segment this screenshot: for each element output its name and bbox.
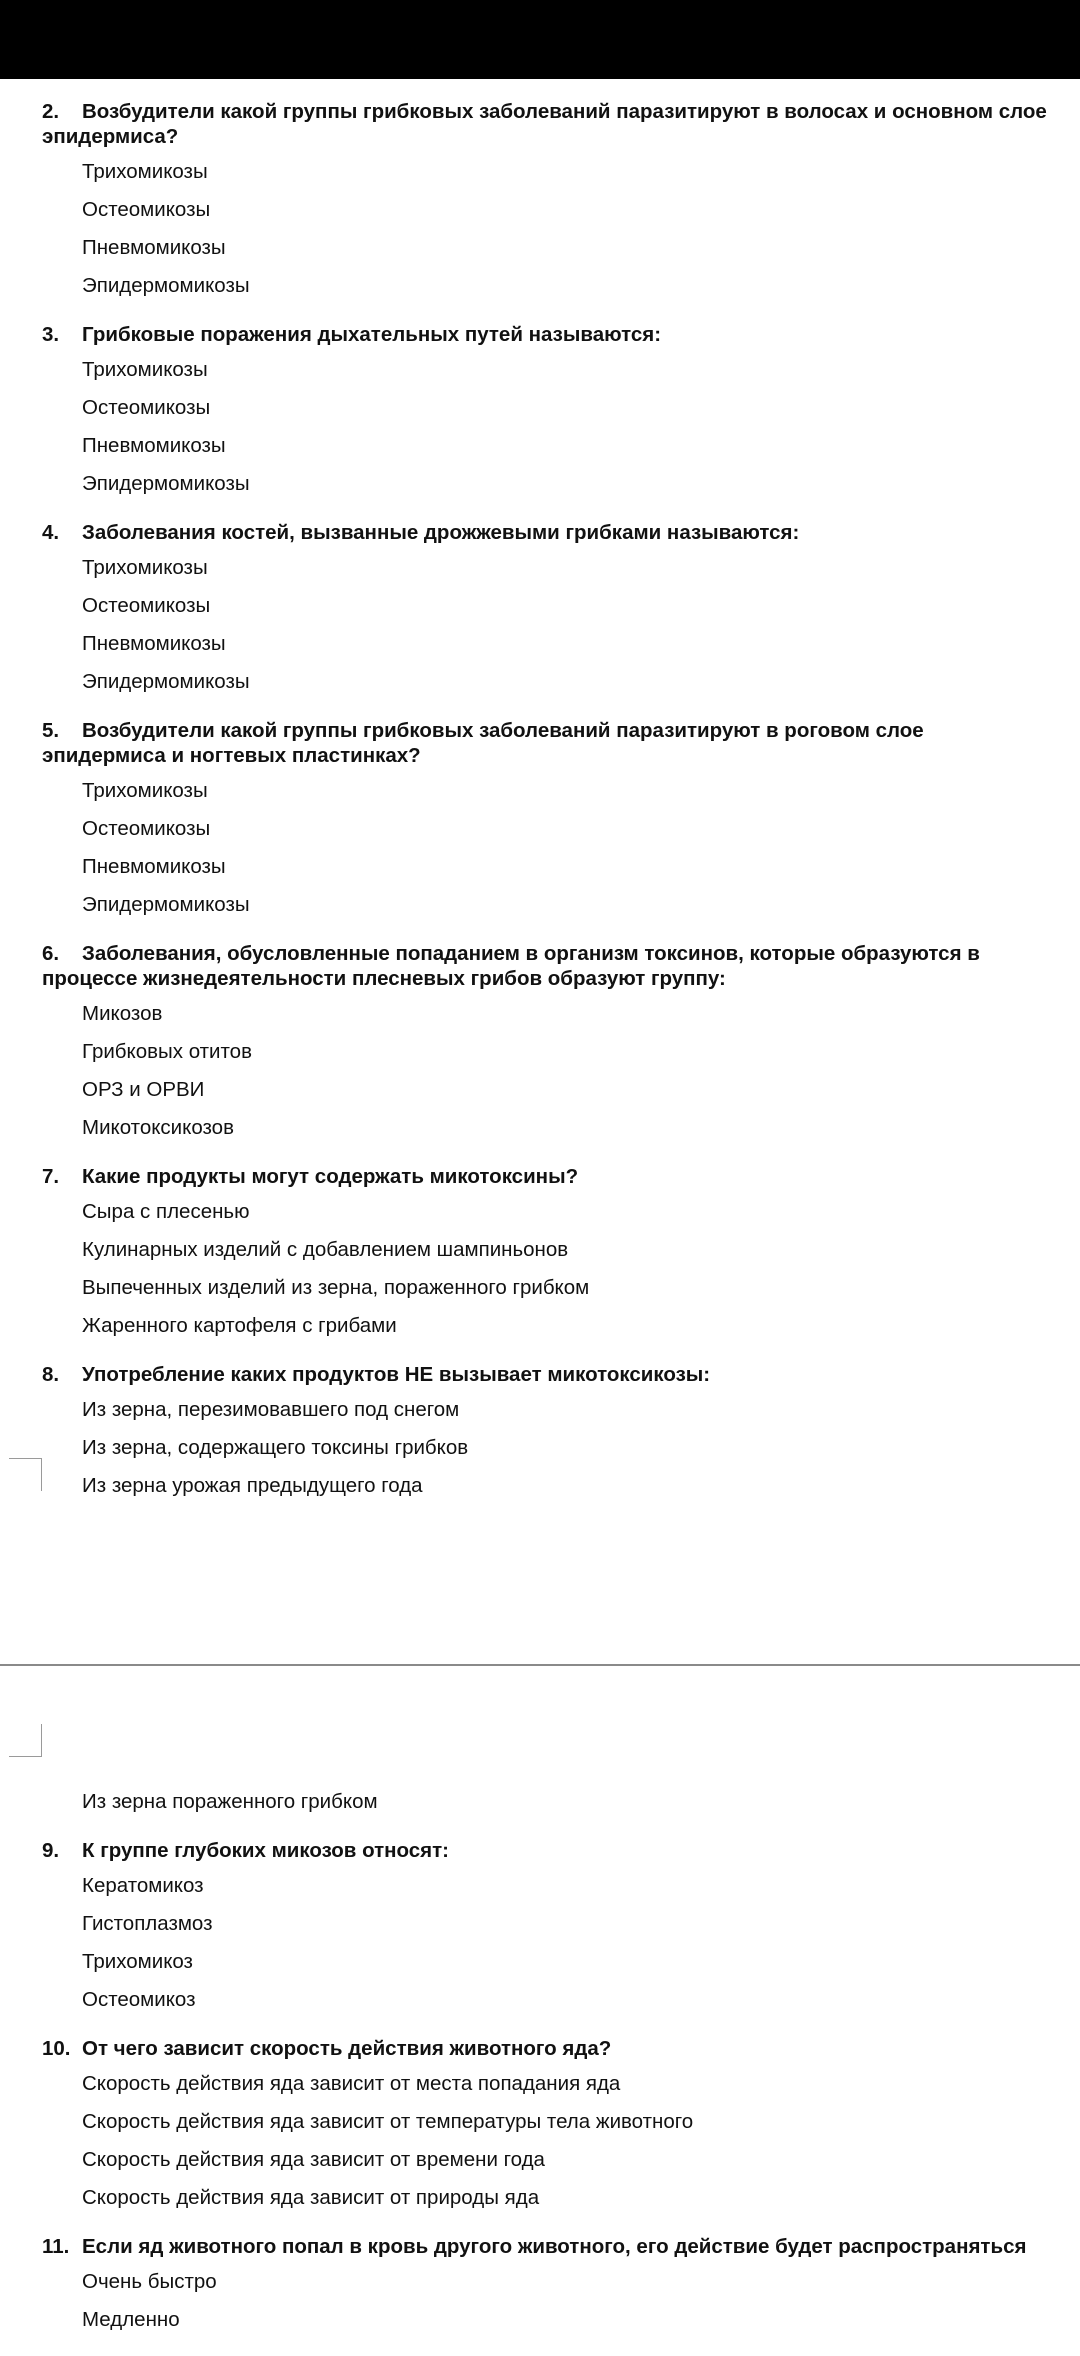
page-1-content bbox=[42, 99, 1052, 1522]
question-number: 10. bbox=[42, 2037, 71, 2060]
answer-option[interactable]: Трихомикозы bbox=[82, 779, 208, 802]
question-block-2 bbox=[42, 99, 1052, 298]
answer-option[interactable]: Пневмомикозы bbox=[82, 236, 226, 259]
question-block-11 bbox=[42, 2234, 1052, 2332]
answer-option[interactable]: Медленно bbox=[82, 2308, 180, 2331]
question-text bbox=[42, 1362, 1052, 1387]
question-text bbox=[42, 1164, 1052, 1189]
question-label: Какие продукты могут содержать микотоксины? bbox=[82, 1165, 579, 1188]
answer-option[interactable]: Трихомикозы bbox=[82, 358, 208, 381]
answer-option[interactable]: Скорость действия яда зависит от времени года bbox=[82, 2148, 545, 2171]
answer-option[interactable]: Трихомикозы bbox=[82, 160, 208, 183]
answer-option[interactable]: Остеомикоз bbox=[82, 1988, 196, 2011]
answer-option[interactable]: Остеомикозы bbox=[82, 198, 211, 221]
page-corner-mark bbox=[9, 1458, 42, 1491]
question-label: Заболевания, обусловленные попаданием в организм токсинов, которые образуются в процессе жизнедеятельности плесневых грибов образуют группу: bbox=[42, 942, 980, 990]
answer-option[interactable]: Остеомикозы bbox=[82, 594, 211, 617]
question-number: 2. bbox=[42, 100, 60, 123]
question-label: Возбудители какой группы грибковых заболеваний паразитируют в волосах и основном слое эпидермиса? bbox=[42, 100, 1047, 148]
answer-option[interactable]: Сыра с плесенью bbox=[82, 1200, 250, 1223]
question-block-3 bbox=[42, 322, 1052, 496]
question-block-7 bbox=[42, 1164, 1052, 1338]
answer-option[interactable]: Трихомикоз bbox=[82, 1950, 193, 1973]
question-text bbox=[42, 99, 1052, 149]
answer-option[interactable]: Эпидермомикозы bbox=[82, 893, 250, 916]
question-number: 3. bbox=[42, 323, 60, 346]
question-label: Употребление каких продуктов НЕ вызывает микотоксикозы: bbox=[82, 1363, 711, 1386]
question-block-6 bbox=[42, 941, 1052, 1140]
answer-option[interactable]: Микотоксикозов bbox=[82, 1116, 234, 1139]
answer-option[interactable]: Остеомикозы bbox=[82, 817, 211, 840]
answer-option[interactable]: Скорость действия яда зависит от температуры тела животного bbox=[82, 2110, 694, 2133]
answer-option[interactable]: Микозов bbox=[82, 1002, 163, 1025]
question-block-8-continued bbox=[42, 1789, 1052, 1814]
page-break-divider bbox=[0, 1664, 1080, 1666]
question-label: К группе глубоких микозов относят: bbox=[82, 1839, 450, 1862]
question-block-9 bbox=[42, 1838, 1052, 2012]
answer-option[interactable]: Из зерна, перезимовавшего под снегом bbox=[82, 1398, 460, 1421]
answer-option[interactable]: Скорость действия яда зависит от природы яда bbox=[82, 2186, 540, 2209]
question-number: 9. bbox=[42, 1839, 60, 1862]
answer-option[interactable]: Гистоплазмоз bbox=[82, 1912, 213, 1935]
document-page-2 bbox=[0, 1667, 1080, 2340]
question-number: 7. bbox=[42, 1165, 60, 1188]
question-block-8 bbox=[42, 1362, 1052, 1498]
answer-option[interactable]: Из зерна, содержащего токсины грибков bbox=[82, 1436, 469, 1459]
answer-option[interactable]: Грибковых отитов bbox=[82, 1040, 252, 1063]
question-number: 6. bbox=[42, 942, 60, 965]
question-block-4 bbox=[42, 520, 1052, 694]
question-label: Грибковые поражения дыхательных путей называются: bbox=[82, 323, 662, 346]
question-label: От чего зависит скорость действия животного яда? bbox=[82, 2037, 612, 2060]
answer-option[interactable]: Из зерна урожая предыдущего года bbox=[82, 1474, 423, 1497]
question-block-10 bbox=[42, 2036, 1052, 2210]
answer-option[interactable]: Скорость действия яда зависит от места попадания яда bbox=[82, 2072, 621, 2095]
page-2-content bbox=[42, 1789, 1052, 2356]
question-block-5 bbox=[42, 718, 1052, 917]
top-black-bar bbox=[0, 0, 1080, 79]
question-text bbox=[42, 1838, 1052, 1863]
answer-option[interactable]: Трихомикозы bbox=[82, 556, 208, 579]
answer-option[interactable]: Жаренного картофеля с грибами bbox=[82, 1314, 397, 1337]
answer-option[interactable]: Кулинарных изделий с добавлением шампиньонов bbox=[82, 1238, 569, 1261]
question-label: Если яд животного попал в кровь другого животного, его действие будет распространяться bbox=[82, 2235, 1027, 2258]
question-number: 5. bbox=[42, 719, 60, 742]
question-text bbox=[42, 718, 1052, 768]
answer-option[interactable]: Из зерна пораженного грибком bbox=[82, 1790, 378, 1813]
question-number: 8. bbox=[42, 1363, 60, 1386]
answer-option[interactable]: Эпидермомикозы bbox=[82, 670, 250, 693]
answer-option[interactable]: Пневмомикозы bbox=[82, 632, 226, 655]
document-page-1 bbox=[0, 79, 1080, 1664]
question-label: Заболевания костей, вызванные дрожжевыми грибками называются: bbox=[82, 521, 800, 544]
answer-option[interactable]: Пневмомикозы bbox=[82, 434, 226, 457]
question-label: Возбудители какой группы грибковых заболеваний паразитируют в роговом слое эпидермиса и ногтевых пластинках? bbox=[42, 719, 924, 767]
question-text bbox=[42, 520, 1052, 545]
question-number: 11. bbox=[42, 2235, 70, 2258]
answer-option[interactable]: Остеомикозы bbox=[82, 396, 211, 419]
answer-option[interactable]: Очень быстро bbox=[82, 2270, 217, 2293]
question-text bbox=[42, 941, 1052, 991]
question-text bbox=[42, 2036, 1052, 2061]
answer-option[interactable]: Выпеченных изделий из зерна, пораженного грибком bbox=[82, 1276, 590, 1299]
question-text bbox=[42, 322, 1052, 347]
question-number: 4. bbox=[42, 521, 60, 544]
answer-option[interactable]: Кератомикоз bbox=[82, 1874, 204, 1897]
answer-option[interactable]: Пневмомикозы bbox=[82, 855, 226, 878]
answer-option[interactable]: Эпидермомикозы bbox=[82, 274, 250, 297]
answer-option[interactable]: Эпидермомикозы bbox=[82, 472, 250, 495]
answer-option[interactable]: ОРЗ и ОРВИ bbox=[82, 1078, 205, 1101]
question-text bbox=[42, 2234, 1052, 2259]
